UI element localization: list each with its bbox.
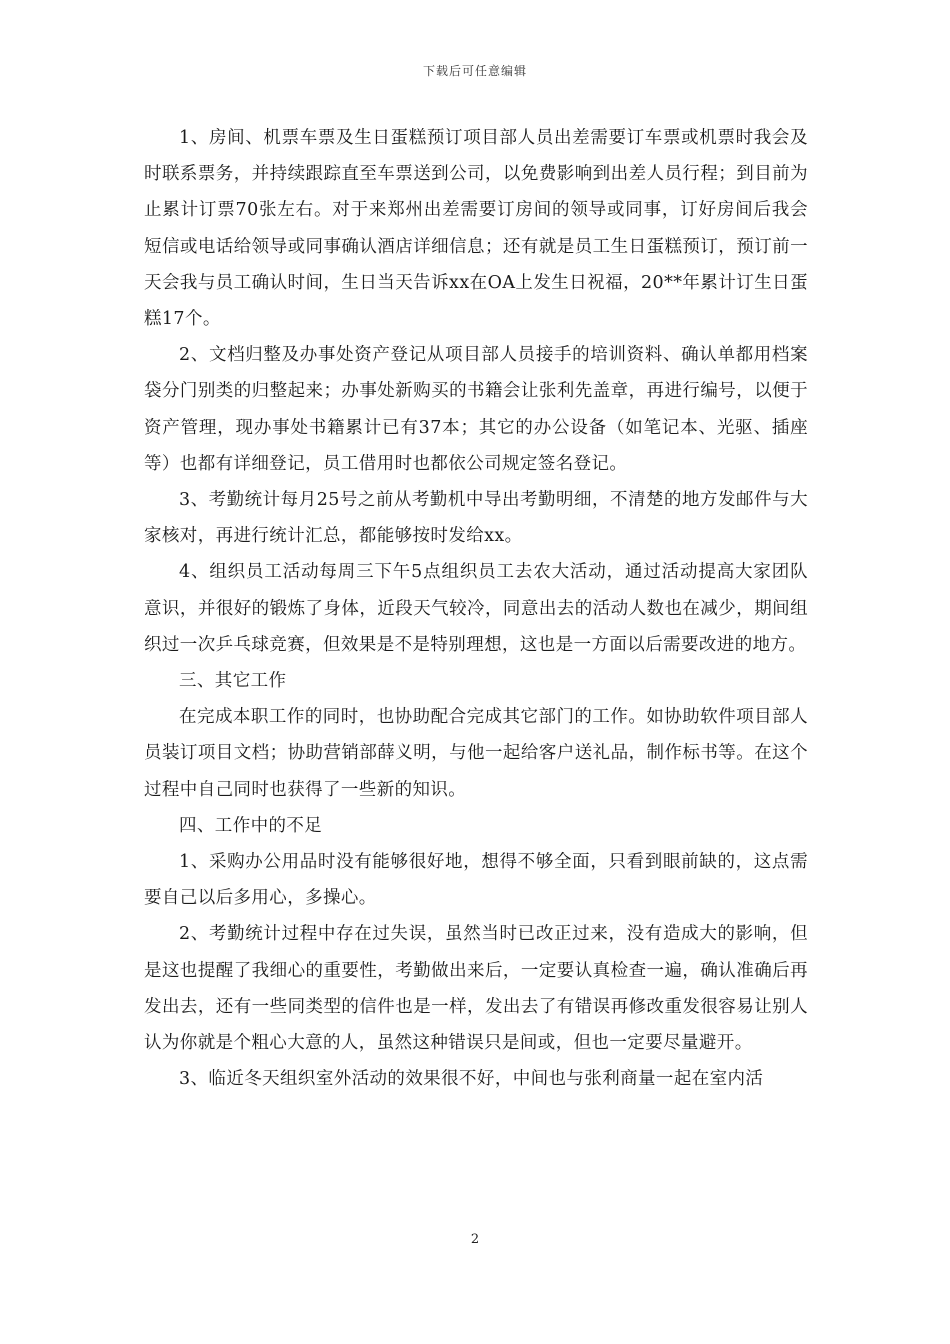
paragraph-booking: 1、房间、机票车票及生日蛋糕预订项目部人员出差需要订车票或机票时我会及时联系票务，并持续跟踪直至车票送到公司，以免费影响到出差人员行程；到目前为止累计订票70张左右。对于来郑州出差需要订房间的领导或同事，订好房间后我会短信或电话给领导或同事确认酒店详细信息；还有就是员工生日蛋糕预订，预订前一天会我与员工确认时间，生日当天告诉xx在OA上发生日祝福，20**年累计订生日蛋糕17个。: [144, 128, 808, 330]
paragraph-archiving: 2、文档归整及办事处资产登记从项目部人员接手的培训资料、确认单都用档案袋分门别类的归整起来；办事处新购买的书籍会让张利先盖章，再进行编号，以便于资产管理，现办事处书籍累计已有37本；其它的办公设备（如笔记本、光驱、插座等）也都有详细登记，员工借用时也都依公司规定签名登记。: [144, 345, 808, 474]
page-number: 2: [470, 1232, 480, 1247]
paragraph-shortcoming-attendance: 2、考勤统计过程中存在过失误，虽然当时已改正过来，没有造成大的影响，但是这也提醒了我细心的重要性，考勤做出来后，一定要认真检查一遍，确认准确后再发出去，还有一些同类型的信件也是一样，发出去了有错误再修改重发很容易让别人认为你就是个粗心大意的人，虽然这种错误只是间或，但也一定要尽量避开。: [144, 924, 808, 1054]
paragraph-shortcoming-activities: 3、临近冬天组织室外活动的效果很不好，中间也与张利商量一起在室内活: [179, 1069, 764, 1090]
header-note: 下载后可任意编辑: [422, 64, 527, 78]
section-heading-other-work: 三、其它工作: [179, 671, 287, 692]
paragraph-shortcoming-purchasing: 1、采购办公用品时没有能够很好地，想得不够全面，只看到眼前缺的，这点需要自己以后多用心，多操心。: [144, 852, 808, 909]
document-body: [144, 120, 808, 1097]
paragraph-activities: 4、组织员工活动每周三下午5点组织员工去农大活动，通过活动提高大家团队意识，并很好的锻炼了身体，近段天气较冷，同意出去的活动人数也在减少，期间组织过一次乒乓球竞赛，但效果是不是特别理想，这也是一方面以后需要改进的地方。: [144, 562, 808, 655]
section-heading-shortcomings: 四、工作中的不足: [179, 815, 323, 836]
paragraph-other-work: 在完成本职工作的同时，也协助配合完成其它部门的工作。如协助软件项目部人员装订项目文档；协助营销部薛义明，与他一起给客户送礼品，制作标书等。在这个过程中自己同时也获得了一些新的知识。: [144, 707, 808, 800]
paragraph-attendance: 3、考勤统计每月25号之前从考勤机中导出考勤明细，不清楚的地方发邮件与大家核对，再进行统计汇总，都能够按时发给xx。: [144, 490, 808, 547]
